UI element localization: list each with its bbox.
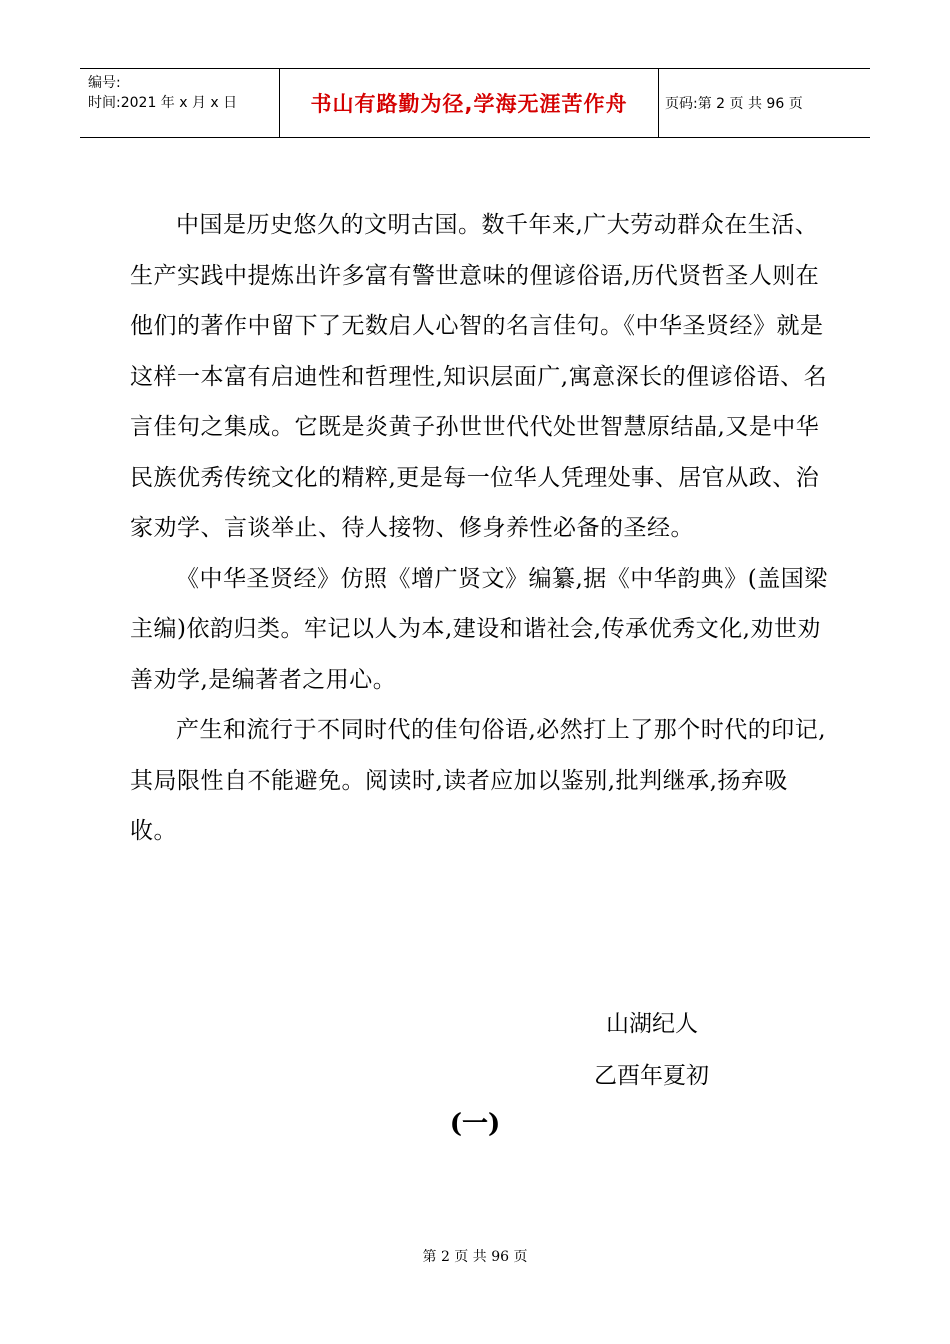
section-heading: (一) [449,1109,501,1139]
header-meta [80,69,280,137]
paragraph-1: 中国是历史悠久的文明古国。数千年来,广大劳动群众在生活、生产实践中提炼出许多富有警世意味的俚谚俗语,历代贤哲圣人则在他们的著作中留下了无数启人心智的名言佳句。《中华圣贤经》就是这样一本富有启迪性和哲理性,知识层面广,寓意深长的俚谚俗语、名言佳句之集成。它既是炎黄子孙世世代代处世智慧原结晶,又是中华民族优秀传统文化的精粹,更是每一位华人凭理处事、居官从政、治家劝学、言谈举止、待人接物、修身养性必备的圣经。 [130,212,828,541]
paragraph-3: 产生和流行于不同时代的佳句俗语,必然打上了那个时代的印记,其局限性自不能避免。阅读时,读者应加以鉴别,批判继承,扬弃吸收。 [130,717,827,844]
number-label: 编号: [88,75,121,91]
paragraph-2: 《中华圣贤经》仿照《增广贤文》编纂,据《中华韵典》(盖国梁主编)依韵归类。牢记以人为本,建设和谐社会,传承优秀文化,劝世劝善劝学,是编著者之用心。 [130,565,828,693]
preface-body [130,200,830,857]
page-footer: 第 2 页 共 96 页 [422,1249,528,1265]
signature-author: 山湖纪人 [606,1011,698,1037]
time-label: 时间:2021 年 x 月 x 日 [88,95,238,111]
header-page-info: 页码:第 2 页 共 96 页 [665,96,803,112]
page-header [80,68,870,138]
header-motto: 书山有路勤为径,学海无涯苦作舟 [280,69,659,137]
signature-date: 乙酉年夏初 [594,1063,709,1089]
